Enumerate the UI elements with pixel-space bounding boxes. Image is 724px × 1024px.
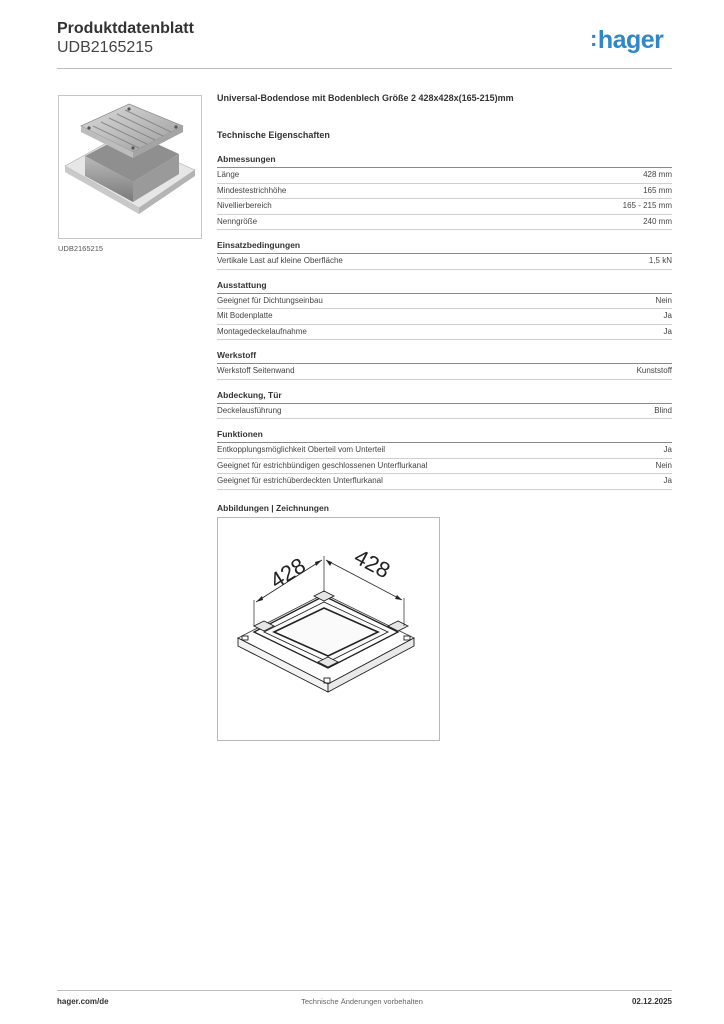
group-abdeckung: [217, 390, 672, 420]
logo-dots-icon: :: [590, 26, 597, 51]
technical-data: [217, 93, 672, 513]
table-row: [217, 309, 672, 325]
dimension-right-label: 428: [350, 544, 395, 584]
table-row: [217, 199, 672, 215]
group-title: Abmessungen: [217, 154, 672, 168]
table-row: [217, 294, 672, 310]
row-label: Entkopplungsmöglichkeit Oberteil vom Unterteil: [217, 445, 386, 454]
row-value: 1,5 kN: [648, 256, 672, 265]
row-value: Ja: [663, 326, 672, 336]
product-photo: [58, 95, 202, 239]
dimension-drawing-icon: [218, 518, 439, 740]
table-row: [217, 364, 672, 380]
row-value: Ja: [663, 445, 672, 454]
row-value: Nein: [655, 295, 672, 305]
row-label: Werkstoff Seitenwand: [217, 366, 295, 375]
row-value: 165 mm: [643, 185, 672, 195]
footer-notice: Technische Änderungen vorbehalten: [301, 997, 423, 1006]
row-value: 240 mm: [643, 216, 672, 226]
logo-text: hager: [597, 26, 664, 54]
row-value: 428 mm: [643, 170, 672, 179]
row-label: Geeignet für estrichbündigen geschlossenen Unterflurkanal: [217, 460, 428, 470]
row-label: Montagedeckelaufnahme: [217, 326, 307, 336]
dimension-left-label: 428: [265, 552, 310, 594]
group-title: Einsatzbedingungen: [217, 240, 672, 254]
drawings-heading: Abbildungen | Zeichnungen: [217, 502, 329, 513]
row-label: Deckelausführung: [217, 405, 282, 415]
product-title: Universal-Bodendose mit Bodenblech Größe 2 428x428x(165-215)mm: [217, 93, 514, 103]
row-label: Vertikale Last auf kleine Oberfläche: [217, 256, 343, 265]
row-value: 165 - 215 mm: [622, 201, 672, 210]
group-title: Funktionen: [217, 429, 672, 443]
photo-caption: UDB2165215: [58, 244, 104, 253]
group-title: Ausstattung: [217, 280, 672, 294]
table-row: [217, 474, 672, 490]
group-title: Abdeckung, Tür: [217, 390, 672, 404]
footer-divider: [57, 990, 672, 991]
row-value: Ja: [663, 476, 672, 485]
section-heading: Technische Eigenschaften: [217, 130, 330, 140]
group-abmessungen: [217, 154, 672, 230]
row-value: Nein: [655, 460, 672, 470]
group-title: Werkstoff: [217, 350, 672, 364]
row-label: Mindestestrichhöhe: [217, 185, 287, 195]
hager-logo[interactable]: [590, 28, 663, 53]
table-row: [217, 184, 672, 200]
product-code: UDB2165215: [57, 39, 154, 56]
technical-drawing: [217, 517, 440, 741]
row-value: Blind: [654, 405, 672, 415]
table-row: [217, 325, 672, 341]
table-row: [217, 404, 672, 420]
row-value: Ja: [663, 311, 672, 320]
table-row: [217, 443, 672, 459]
row-label: Nenngröße: [217, 216, 258, 226]
group-werkstoff: [217, 350, 672, 380]
floor-box-photo-icon: [59, 96, 201, 238]
table-row: [217, 459, 672, 475]
header-divider: [57, 68, 672, 69]
row-label: Nivellierbereich: [217, 201, 272, 210]
footer-date: 02.12.2025: [631, 997, 672, 1006]
group-funktionen: [217, 429, 672, 490]
group-ausstattung: [217, 280, 672, 341]
table-row: [217, 168, 672, 184]
table-row: [217, 254, 672, 270]
row-label: Geeignet für Dichtungseinbau: [217, 295, 323, 305]
row-label: Geeignet für estrichüberdeckten Unterflurkanal: [217, 476, 383, 485]
group-einsatzbedingungen: [217, 240, 672, 270]
footer-website-link[interactable]: hager.com/de: [57, 997, 109, 1006]
row-label: Mit Bodenplatte: [217, 311, 273, 320]
page-title: Produktdatenblatt: [57, 20, 194, 37]
table-row: [217, 215, 672, 231]
row-label: Länge: [217, 170, 240, 179]
row-value: Kunststoff: [636, 366, 672, 375]
